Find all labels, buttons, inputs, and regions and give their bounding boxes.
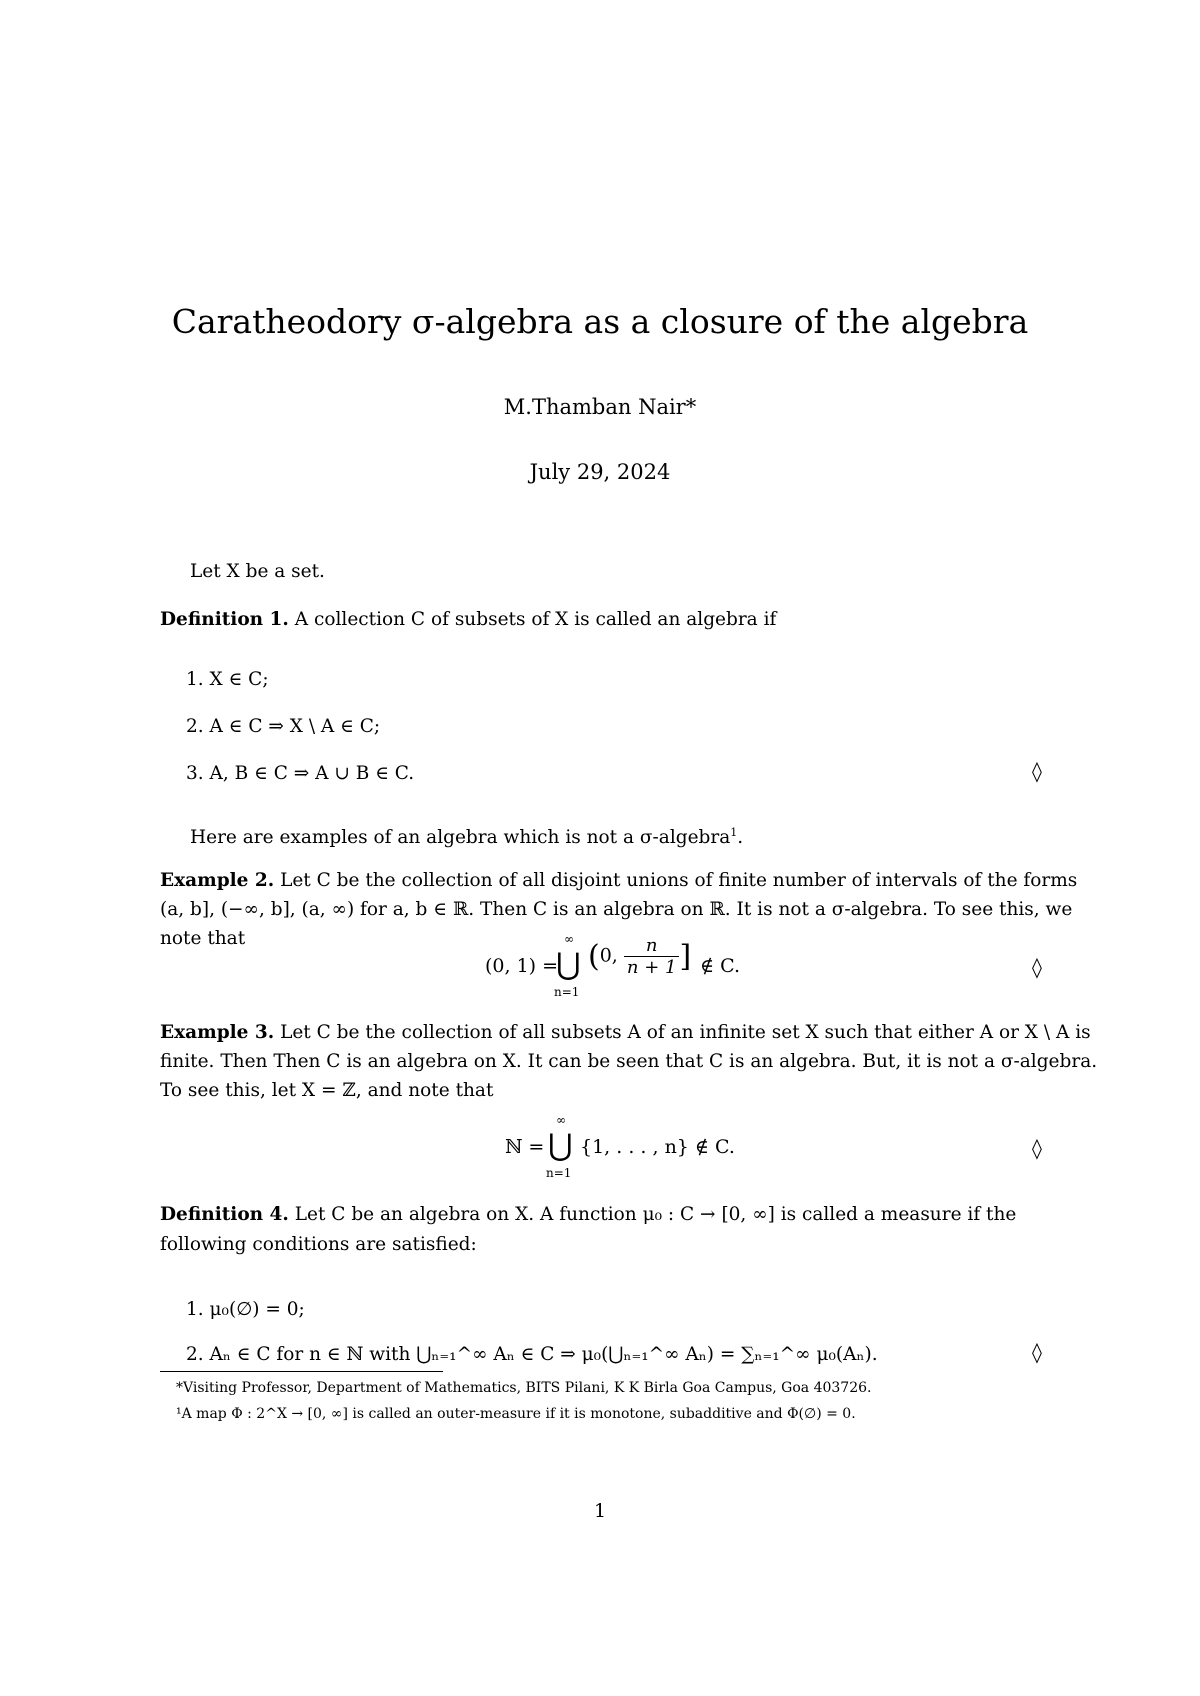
- end-marker-diamond: ◊: [1032, 1340, 1042, 1364]
- definition-4-text-1: Let C be an algebra on X. A function μ₀ : C → [0, ∞] is called a measure if the: [294, 1204, 1017, 1225]
- eq3-right: {1, . . . , n} ∉ C.: [580, 1136, 735, 1158]
- footnote-1: ¹A map Φ : 2^X → [0, ∞] is called an outer-measure if it is monotone, subadditive and Φ(∅) = 0.: [176, 1406, 856, 1422]
- examples-intro-text: Here are examples of an algebra which is not a σ-algebra: [190, 827, 731, 849]
- end-marker-diamond: ◊: [1032, 955, 1042, 979]
- end-marker-diamond: ◊: [1032, 1136, 1042, 1160]
- example-2-line-3: note that: [160, 928, 246, 949]
- eq2-upper-limit: ∞: [564, 932, 574, 946]
- end-marker-diamond: ◊: [1032, 759, 1042, 783]
- eq2-interval: (0, $\frac{n}{n + 1}$ ]: [588, 935, 692, 978]
- example-3-label: Example 3.: [160, 1022, 275, 1043]
- eq2-fraction: $\frac{n}{n + 1}$: [624, 935, 680, 978]
- example-2-equation: [485, 955, 558, 977]
- definition-1-text: A collection C of subsets of X is called an algebra if: [294, 609, 777, 630]
- example-2-line-1: [160, 866, 1077, 896]
- eq3-union-symbol: ⋃: [548, 1128, 573, 1163]
- eq2-left: (0, 1) =: [485, 955, 559, 977]
- examples-intro: Here are examples of an algebra which is not a σ-algebra$^1$.: [190, 826, 744, 849]
- example-2-line-2: (a, b], (−∞, b], (a, ∞) for a, b ∈ ℝ. Then C is an algebra on ℝ. It is not a σ-algebra. To see this, we: [160, 899, 1073, 920]
- intro-text: Let X be a set.: [190, 561, 325, 582]
- eq2-lower-limit: n=1: [554, 985, 580, 999]
- def1-item-2: 2. A ∈ C ⇒ X \ A ∈ C;: [186, 716, 381, 737]
- example-2-text-1: Let C be the collection of all disjoint unions of finite number of intervals of the forms: [280, 870, 1078, 891]
- example-3-text-1: Let C be the collection of all subsets A of an infinite set X such that either A or X \ A is: [280, 1022, 1091, 1043]
- example-3-line-1: [160, 1018, 1091, 1048]
- example-3-line-3: To see this, let X = ℤ, and note that: [160, 1080, 494, 1101]
- paper-title: Caratheodory σ-algebra as a closure of the algebra: [171, 302, 1029, 341]
- def1-item-1: 1. X ∈ C;: [186, 669, 269, 690]
- definition-1-label: Definition 1.: [160, 609, 289, 630]
- definition-1: [160, 605, 776, 635]
- page-number: 1: [593, 1500, 607, 1522]
- footnote-author: *Visiting Professor, Department of Mathematics, BITS Pilani, K K Birla Goa Campus, Goa 403726.: [176, 1380, 872, 1396]
- def4-item-2: 2. Aₙ ∈ C for n ∈ ℕ with ⋃ₙ₌₁^∞ Aₙ ∈ C ⇒ μ₀(⋃ₙ₌₁^∞ Aₙ) = ∑ₙ₌₁^∞ μ₀(Aₙ).: [186, 1344, 878, 1365]
- definition-4-line-2: following conditions are satisfied:: [160, 1234, 477, 1255]
- eq3-lower-limit: n=1: [546, 1166, 572, 1180]
- footnote-rule: [160, 1371, 443, 1372]
- eq2-right: ∉ C.: [700, 955, 741, 977]
- footnote-ref-1: 1: [730, 826, 738, 839]
- definition-4-line-1: [160, 1200, 1016, 1230]
- example-2-label: Example 2.: [160, 870, 275, 891]
- definition-4-label: Definition 4.: [160, 1204, 289, 1225]
- example-3-line-2: finite. Then Then C is an algebra on X. It can be seen that C is an algebra. But, it is not a σ-algebra.: [160, 1051, 1098, 1072]
- def4-item-1: 1. μ₀(∅) = 0;: [186, 1299, 305, 1320]
- def1-item-3: 3. A, B ∈ C ⇒ A ∪ B ∈ C.: [186, 763, 415, 784]
- eq3-left: ℕ =: [505, 1136, 545, 1158]
- date: July 29, 2024: [529, 460, 671, 484]
- eq3-upper-limit: ∞: [556, 1113, 566, 1127]
- author: M.Thamban Nair*: [503, 395, 697, 419]
- eq2-union-symbol: ⋃: [556, 947, 581, 982]
